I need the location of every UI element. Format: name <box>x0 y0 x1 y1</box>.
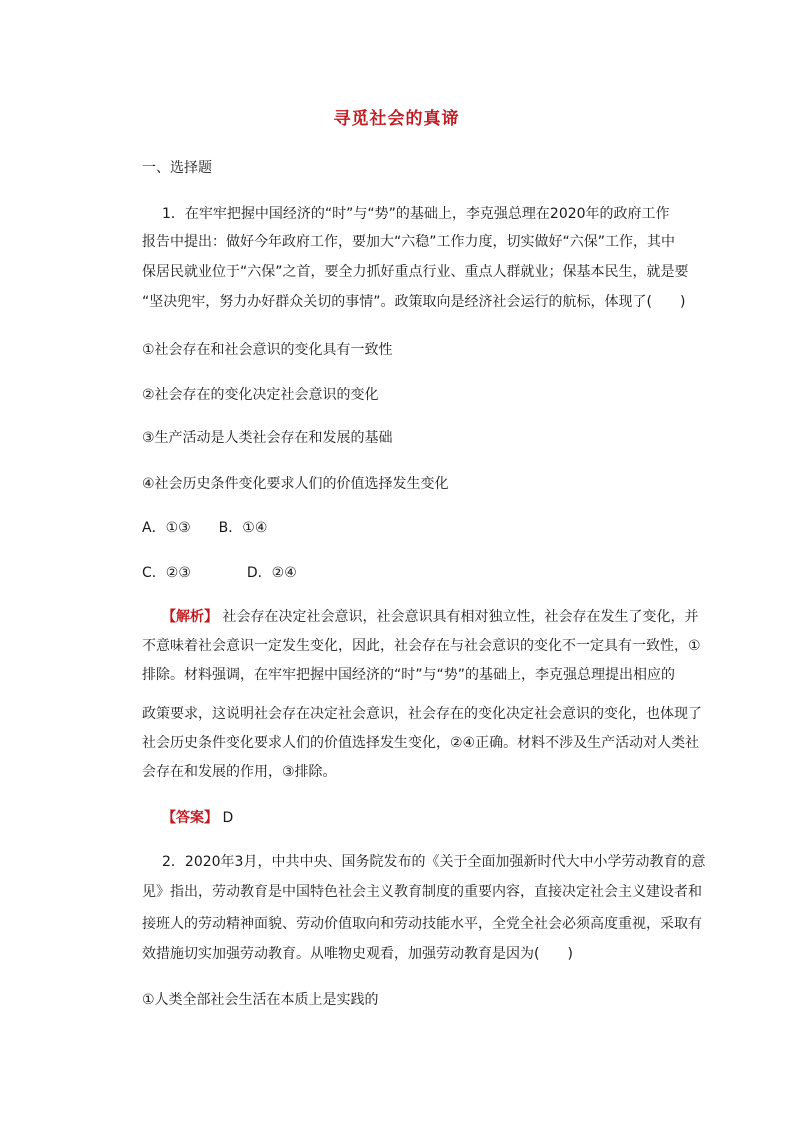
q1-stem-line: “坚决兜牢，努力办好群众关切的事情”。政策取向是经济社会运行的航标，体现了( ) <box>142 294 686 310</box>
q1-stem-line: 报告中提出：做好今年政府工作，要加大“六稳”工作力度，切实做好“六保”工作，其中 <box>142 234 676 250</box>
q1-choice-row: C．②③ D．②④ <box>142 565 297 581</box>
analysis-text: 社会存在决定社会意识，社会意识具有相对独立性，社会存在发生了变化，并 <box>222 609 699 625</box>
q1-option: ①社会存在和社会意识的变化具有一致性 <box>142 342 393 358</box>
q1-answer-line <box>162 808 233 828</box>
q1-analysis-line: 排除。材料强调，在牢牢把握中国经济的“时”与“势”的基础上，李克强总理提出相应的 <box>142 667 676 683</box>
page-title: 寻觅社会的真谛 <box>333 109 460 129</box>
section-heading: 一、选择题 <box>142 160 212 176</box>
q1-analysis-line: 政策要求，这说明社会存在决定社会意识，社会存在的变化决定社会意识的变化，也体现了 <box>142 706 702 722</box>
analysis-label: 【解析】 <box>162 609 218 625</box>
answer-label: 【答案】 <box>162 810 218 826</box>
q1-analysis-line: 会存在和发展的作用，③排除。 <box>142 764 337 780</box>
q1-option: ③生产活动是人类社会存在和发展的基础 <box>142 430 393 446</box>
q1-option: ④社会历史条件变化要求人们的价值选择发生变化 <box>142 476 449 492</box>
q1-choice-row: A．①③ B．①④ <box>142 520 268 536</box>
q2-option: ①人类全部社会生活在本质上是实践的 <box>142 992 379 1008</box>
q2-stem-line: 见》指出，劳动教育是中国特色社会主义教育制度的重要内容，直接决定社会主义建设者和 <box>142 884 702 900</box>
q1-stem-line: 1．在牢牢把握中国经济的“时”与“势”的基础上，李克强总理在2020年的政府工作 <box>162 206 670 222</box>
q1-analysis-line: 不意味着社会意识一定发生变化，因此，社会存在与社会意识的变化不一定具有一致性，① <box>142 638 701 654</box>
q2-stem-line: 接班人的劳动精神面貌、劳动价值取向和劳动技能水平，全党全社会必须高度重视，采取有 <box>142 916 702 932</box>
q2-stem-line: 效措施切实加强劳动教育。从唯物史观看，加强劳动教育是因为( ) <box>142 946 573 962</box>
q1-analysis-line <box>162 607 698 627</box>
q1-option: ②社会存在的变化决定社会意识的变化 <box>142 387 379 403</box>
q1-analysis-line: 社会历史条件变化要求人们的价值选择发生变化，②④正确。材料不涉及生产活动对人类社 <box>142 735 700 751</box>
q2-stem-line: 2．2020年3月，中共中央、国务院发布的《关于全面加强新时代大中小学劳动教育的意 <box>162 854 706 870</box>
q1-stem-line: 保居民就业位于“六保”之首，要全力抓好重点行业、重点人群就业；保基本民生，就是要 <box>142 264 689 280</box>
answer-value: D <box>222 810 234 826</box>
